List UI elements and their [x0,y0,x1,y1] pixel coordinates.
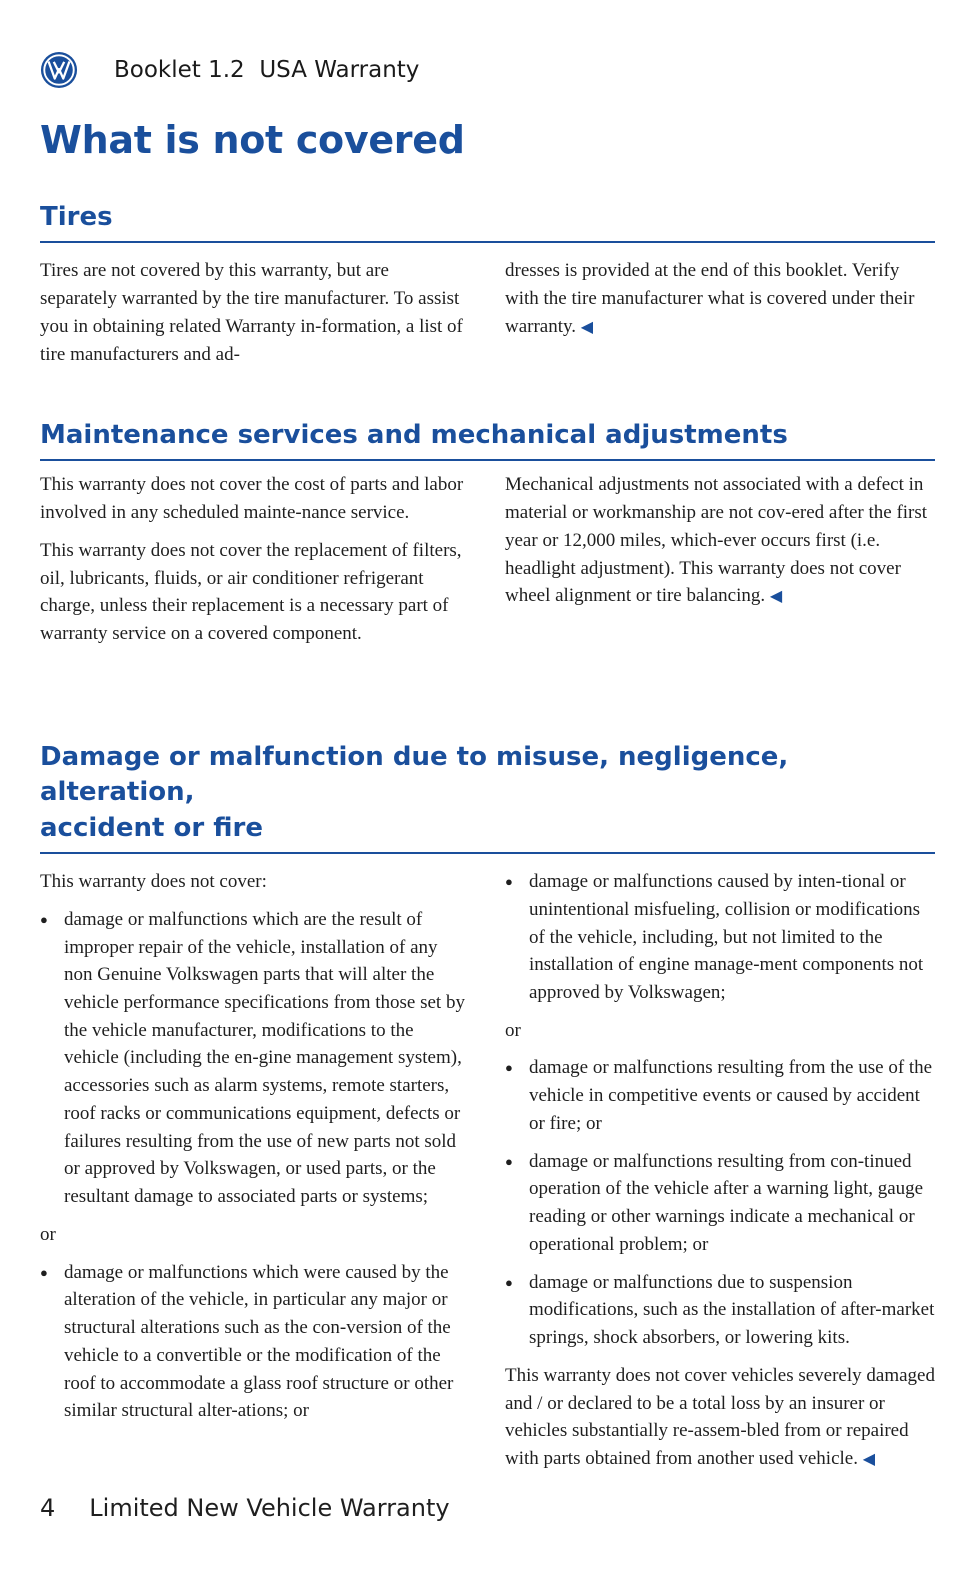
or-separator: or [40,1223,56,1245]
page-number: 4 [40,1494,56,1522]
tires-heading: Tires [40,200,935,243]
damage-heading: Damage or malfunction due to misuse, negligence, alteration, accident or fire [40,740,935,854]
tires-section [40,200,935,378]
damage-right-column [505,868,935,1483]
tires-left-column [40,257,470,378]
section-label: USA Warranty [259,57,420,83]
tires-paragraph-1: Tires are not covered by this warranty, but are separately warranted by the tire manufacturer. To assist you in obtaining related Warranty in-formation, a list of tire manufacturers and ad- [40,260,463,365]
damage-bullet-5: ● damage or malfunctions resulting from con-tinued operation of the vehicle after a warning light, gauge reading or other warnings indicate a mechanical or operational problem; or [505,1148,935,1259]
maintenance-heading: Maintenance services and mechanical adjustments [40,418,935,461]
footer-title: Limited New Vehicle Warranty [89,1494,450,1522]
damage-bullet-4: ● damage or malfunctions resulting from the use of the vehicle in competitive events or caused by accident or fire; or [505,1054,935,1137]
page-footer [40,1494,450,1522]
maintenance-left-column [40,471,470,657]
damage-bullet-2: ● damage or malfunctions which were caused by the alteration of the vehicle, in particular any major or structural alterations such as the con-version of the vehicle to a convertible or the modification of the roof to accommodate a glass roof structure or other similar structural alter-ations; or [40,1259,470,1425]
end-arrow-icon: ◀ [769,586,783,606]
damage-bullet-1: ● damage or malfunctions which are the result of improper repair of the vehicle, installation of any non Genuine Volkswagen parts that will alter the vehicle performance specifications from those set by the vehicle manufacturer, modifications to the vehicle (including the en-gine management system), accessories such as alarm systems, remote starters, roof racks or communications equipment, defects or failures resulting from the use of new parts not sold or approved by Volkswagen, or used parts, or the resultant damage to associated parts or systems; [40,906,470,1211]
damage-closing: This warranty does not cover vehicles severely damaged and / or declared to be a total loss by an insurer or vehicles substantially re-assem-bled from or repaired with parts obtained from another used vehicle. ◀ [505,1364,935,1470]
vw-logo-icon [40,51,78,89]
damage-section [40,740,935,1483]
end-arrow-icon: ◀ [580,316,594,336]
page-title: What is not covered [40,118,465,162]
damage-left-column [40,868,470,1483]
page-header [40,50,419,90]
damage-bullet-3: ● damage or malfunctions caused by inten-tional or unintentional misfueling, collision or modifications of the vehicle, including, but not limited to the installation of engine manage-ment components not approved by Volkswagen; [505,868,935,1007]
maintenance-paragraph-2: This warranty does not cover the replacement of filters, oil, lubricants, fluids, or air conditioner refrigerant charge, unless their replacement is a necessary part of warranty service on a covered component. [40,539,462,645]
booklet-label: Booklet 1.2 [114,57,245,83]
tires-right-column [505,257,935,378]
or-separator: or [505,1019,521,1041]
maintenance-right-column [505,471,935,657]
damage-bullet-6: ● damage or malfunctions due to suspension modifications, such as the installation of after-market springs, shock absorbers, or lowering kits. [505,1269,935,1352]
maintenance-paragraph-1: This warranty does not cover the cost of parts and labor involved in any scheduled mainte-nance service. [40,474,464,524]
maintenance-paragraph-3: Mechanical adjustments not associated with a defect in material or workmanship are not cov-ered after the first year or 12,000 miles, which-ever occurs first (i.e. headlight adjustment). This warranty does not cover wheel alignment or tire balancing. ◀ [505,474,928,607]
end-arrow-icon: ◀ [862,1449,876,1469]
damage-intro: This warranty does not cover: [40,871,267,893]
maintenance-section [40,418,935,658]
tires-paragraph-2: dresses is provided at the end of this booklet. Verify with the tire manufacturer what is covered under their warranty. ◀ [505,260,915,337]
